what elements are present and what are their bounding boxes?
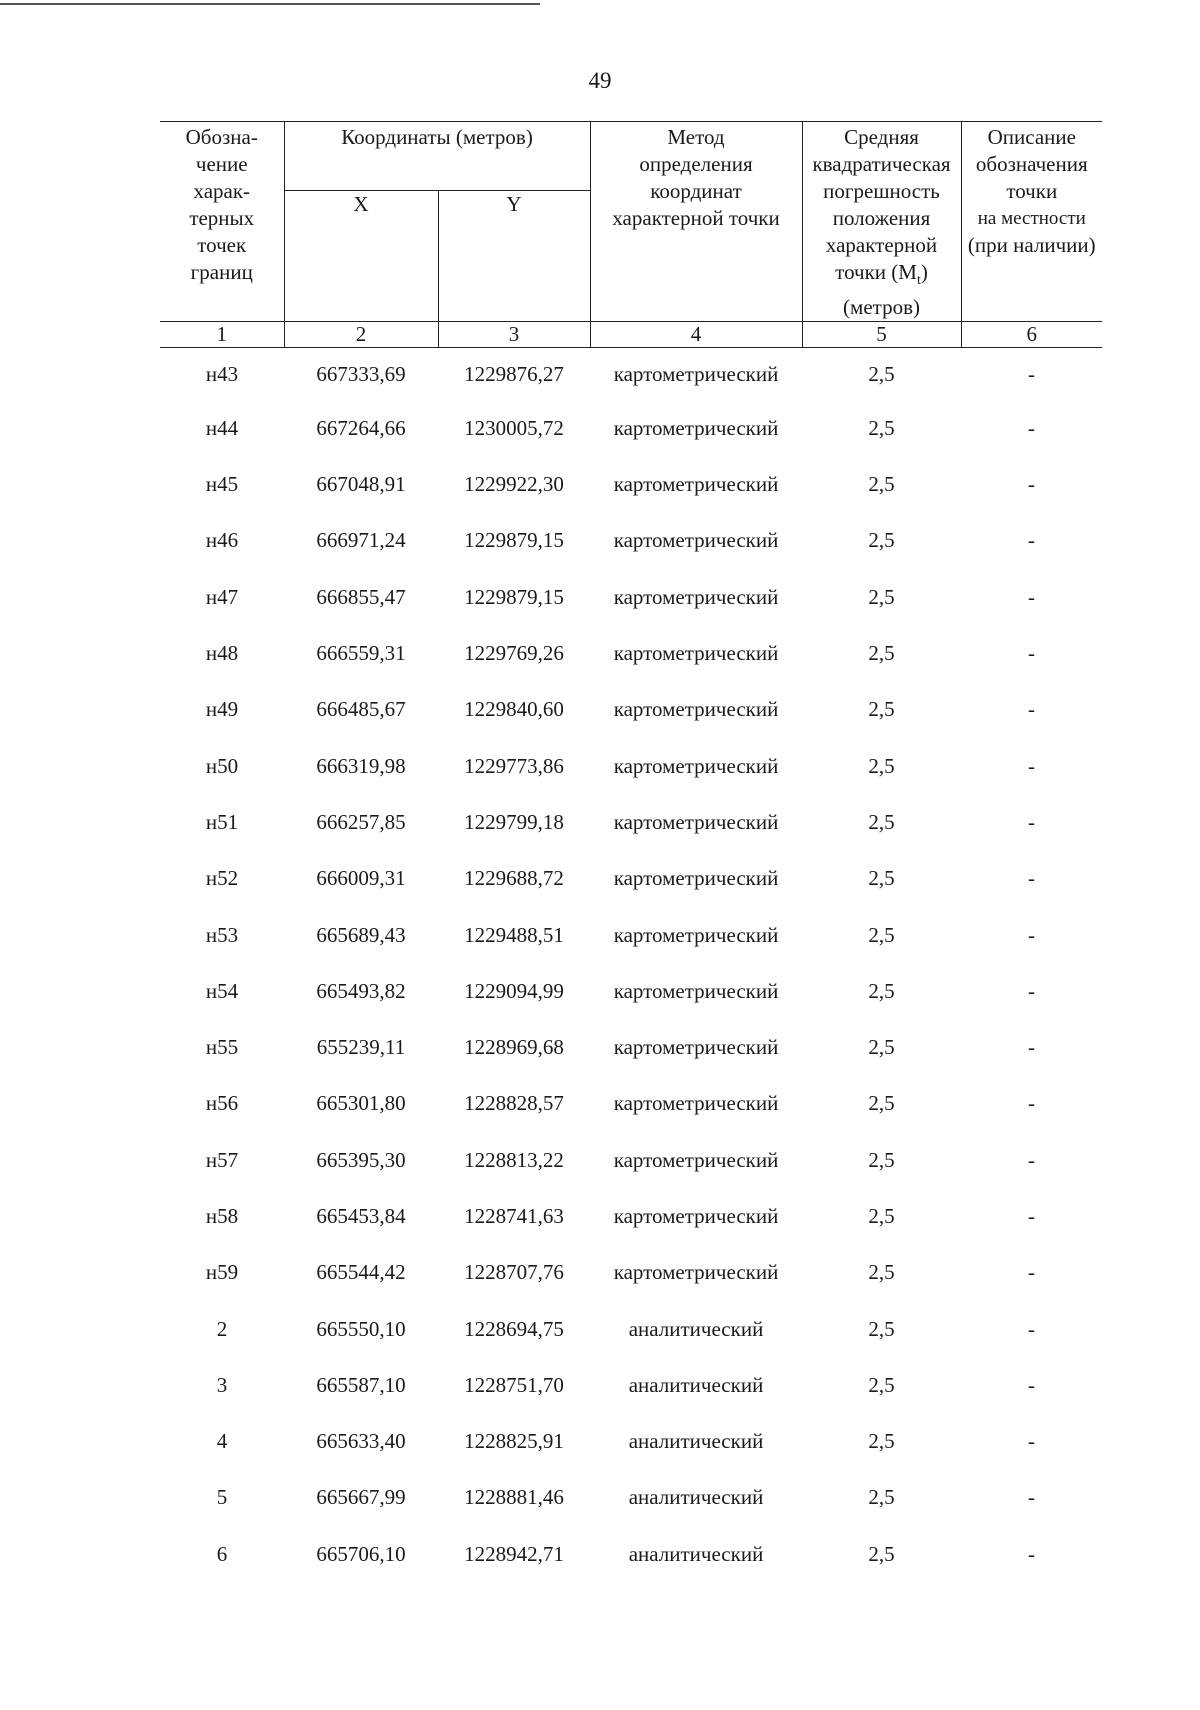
cell-y: 1228942,71 [464,1541,564,1566]
cell-method: картометрический [613,472,779,497]
cell-method: картометрический [613,866,779,891]
header-description-line: Описание [987,125,1076,149]
cell-y: 1230005,72 [464,415,564,440]
cell-method: аналитический [628,1316,764,1341]
cell-x: 665395,30 [316,1147,406,1172]
header-description-line: обозначения [975,152,1088,176]
cell-x: 667333,69 [316,361,406,386]
header-description [961,122,1102,322]
header-designation-line: терных [189,206,255,230]
header-method-line: Метод [667,125,725,149]
cell-x: 665550,10 [316,1316,406,1341]
header-method-line: координат [650,179,742,203]
cell-point: н53 [205,922,239,947]
cell-x: 665493,82 [316,978,406,1003]
table-row [160,400,1102,456]
header-error-line: квадратическая [812,152,951,176]
header-error-line: погрешность [823,179,940,203]
cell-point: 3 [216,1372,228,1397]
cell-y: 1229094,99 [464,978,564,1003]
table-row [160,569,1102,625]
cell-error: 2,5 [868,528,895,553]
table-row [160,1414,1102,1470]
cell-point: н46 [205,528,239,553]
cell-method: аналитический [628,1429,764,1454]
header-error-line: характерной [825,233,938,257]
cell-y: 1229488,51 [464,922,564,947]
cell-description: - [1028,978,1036,1003]
header-error [802,122,961,322]
cell-description: - [1028,1372,1036,1397]
cell-y: 1229879,15 [464,584,564,609]
column-number: 1 [160,322,284,348]
cell-error: 2,5 [868,641,895,666]
cell-method: картометрический [613,415,779,440]
cell-method: картометрический [613,922,779,947]
cell-error: 2,5 [868,1035,895,1060]
cell-method: картометрический [613,641,779,666]
cell-y: 1229879,15 [464,528,564,553]
cell-description: - [1028,415,1036,440]
cell-y: 1228969,68 [464,1035,564,1060]
cell-description: - [1028,1203,1036,1228]
cell-y: 1229769,26 [464,641,564,666]
cell-x: 665587,10 [316,1372,406,1397]
cell-x: 666855,47 [316,584,406,609]
header-coordinates-group: Координаты (метров) [284,122,590,191]
cell-description: - [1028,922,1036,947]
cell-x: 666559,31 [316,641,406,666]
header-error-line: (метров) [843,295,920,320]
scan-edge-line [0,3,540,5]
header-method-line: характерной точки [612,206,780,230]
cell-x: 665689,43 [316,922,406,947]
cell-point: н52 [205,866,239,891]
cell-method: картометрический [613,361,779,386]
cell-error: 2,5 [868,809,895,834]
cell-method: картометрический [613,1260,779,1285]
cell-error: 2,5 [868,922,895,947]
cell-description: - [1028,584,1036,609]
header-method [590,122,802,322]
cell-error: 2,5 [868,361,895,386]
header-designation-line: харак- [193,179,251,203]
column-number: 2 [284,322,438,348]
cell-description: - [1028,528,1036,553]
cell-error: 2,5 [868,1485,895,1510]
cell-method: картометрический [613,528,779,553]
cell-error: 2,5 [868,472,895,497]
cell-error: 2,5 [868,753,895,778]
cell-x: 665544,42 [316,1260,406,1285]
cell-description: - [1028,361,1036,386]
cell-method: картометрический [613,1091,779,1116]
header-designation-line: точек [197,233,247,257]
cell-x: 666257,85 [316,809,406,834]
cell-method: аналитический [628,1485,764,1510]
cell-method: картометрический [613,1035,779,1060]
header-designation-line: границ [190,260,253,284]
column-number: 3 [438,322,590,348]
cell-error: 2,5 [868,1203,895,1228]
header-description-line: на местности [977,208,1086,229]
cell-error: 2,5 [868,1316,895,1341]
table-row [160,907,1102,963]
cell-y: 1229799,18 [464,809,564,834]
cell-method: картометрический [613,1203,779,1228]
header-error-line: Средняя [844,125,919,149]
cell-description: - [1028,1147,1036,1172]
cell-y: 1228828,57 [464,1091,564,1116]
cell-error: 2,5 [868,1260,895,1285]
page-number: 49 [588,68,612,93]
cell-point: н48 [205,641,239,666]
cell-y: 1228751,70 [464,1372,564,1397]
cell-point: н44 [205,415,239,440]
cell-point: н54 [205,978,239,1003]
table-row [160,456,1102,512]
cell-method: аналитический [628,1372,764,1397]
cell-y: 1228813,22 [464,1147,564,1172]
header-description-line: точки [1006,179,1058,203]
cell-description: - [1028,697,1036,722]
column-number: 6 [961,322,1102,348]
cell-error: 2,5 [868,1091,895,1116]
header-error-text: точки (M [835,260,917,284]
column-number: 5 [802,322,961,348]
table-row [160,1019,1102,1075]
cell-description: - [1028,1035,1036,1060]
cell-point: н56 [205,1091,239,1116]
header-designation [160,122,284,322]
cell-y: 1229922,30 [464,472,564,497]
header-designation-line: чение [195,152,248,176]
cell-x: 666485,67 [316,697,406,722]
table-row [160,1357,1102,1413]
table-row [160,1076,1102,1132]
header-description-line: (при наличии) [967,233,1096,257]
cell-point: н58 [205,1203,239,1228]
cell-description: - [1028,641,1036,666]
table-body [160,348,1102,1583]
table-row [160,1188,1102,1244]
cell-description: - [1028,1260,1036,1285]
column-number: 4 [590,322,802,348]
header-x: X [284,191,438,322]
cell-y: 1229688,72 [464,866,564,891]
cell-description: - [1028,1091,1036,1116]
cell-error: 2,5 [868,1147,895,1172]
cell-method: картометрический [613,584,779,609]
cell-y: 1229773,86 [464,753,564,778]
table-row [160,963,1102,1019]
cell-y: 1229840,60 [464,697,564,722]
cell-description: - [1028,1316,1036,1341]
cell-x: 665453,84 [316,1203,406,1228]
cell-point: н59 [205,1260,239,1285]
cell-description: - [1028,472,1036,497]
cell-point: н43 [205,361,239,386]
cell-point: н49 [205,697,239,722]
cell-point: н47 [205,584,239,609]
cell-y: 1229876,27 [464,361,564,386]
cell-point: н50 [205,753,239,778]
header-y: Y [438,191,590,322]
header-method-line: определения [639,152,753,176]
cell-method: аналитический [628,1541,764,1566]
cell-method: картометрический [613,978,779,1003]
cell-x: 655239,11 [316,1035,406,1060]
cell-y: 1228741,63 [464,1203,564,1228]
cell-point: 4 [216,1429,228,1454]
table-row [160,794,1102,850]
coordinates-table [160,121,1102,1582]
cell-error: 2,5 [868,415,895,440]
header-error-text: ) [920,260,928,284]
cell-x: 666971,24 [316,528,406,553]
cell-description: - [1028,1541,1036,1566]
table-row [160,682,1102,738]
cell-point: н57 [205,1147,239,1172]
cell-error: 2,5 [868,697,895,722]
cell-y: 1228825,91 [464,1429,564,1454]
table-row [160,513,1102,569]
table-row [160,851,1102,907]
table-row [160,1526,1102,1582]
cell-point: 5 [216,1485,228,1510]
cell-x: 666009,31 [316,866,406,891]
cell-x: 665667,99 [316,1485,406,1510]
cell-error: 2,5 [868,1372,895,1397]
header-designation-line: Обозна- [185,125,258,149]
table-row [160,1301,1102,1357]
table-row [160,625,1102,681]
cell-x: 665706,10 [316,1541,406,1566]
cell-method: картометрический [613,753,779,778]
cell-error: 2,5 [868,1541,895,1566]
table-row [160,1245,1102,1301]
cell-point: 6 [216,1541,228,1566]
cell-error: 2,5 [868,978,895,1003]
cell-x: 665301,80 [316,1091,406,1116]
cell-description: - [1028,866,1036,891]
cell-error: 2,5 [868,1429,895,1454]
cell-method: картометрический [613,1147,779,1172]
cell-method: картометрический [613,697,779,722]
cell-error: 2,5 [868,866,895,891]
header-error-subscript: t [916,273,921,289]
cell-description: - [1028,753,1036,778]
cell-description: - [1028,1429,1036,1454]
cell-point: н55 [205,1035,239,1060]
cell-x: 666319,98 [316,753,406,778]
header-error-line: положения [832,206,931,230]
cell-y: 1228881,46 [464,1485,564,1510]
cell-description: - [1028,1485,1036,1510]
header-error-line [803,259,961,294]
table-row [160,738,1102,794]
cell-point: 2 [216,1316,228,1341]
cell-method: картометрический [613,809,779,834]
cell-x: 667048,91 [316,472,406,497]
cell-point: н51 [205,809,239,834]
table-row [160,348,1102,401]
cell-x: 665633,40 [316,1429,406,1454]
table-row [160,1470,1102,1526]
cell-description: - [1028,809,1036,834]
cell-point: н45 [205,472,239,497]
cell-y: 1228694,75 [464,1316,564,1341]
table-row [160,1132,1102,1188]
cell-x: 667264,66 [316,415,406,440]
cell-error: 2,5 [868,584,895,609]
cell-y: 1228707,76 [464,1260,564,1285]
